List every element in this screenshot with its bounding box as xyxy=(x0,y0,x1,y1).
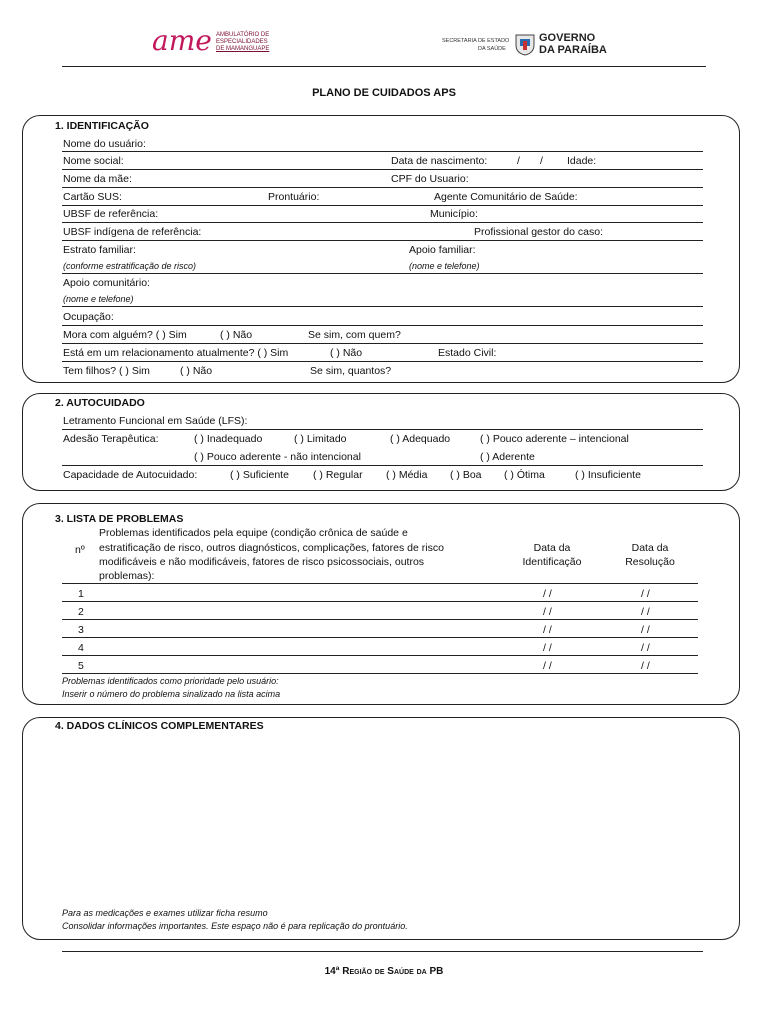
col-header-ident-1: Data da xyxy=(533,542,571,554)
sec2-title: 2. AUTOCUIDADO xyxy=(55,397,145,409)
table-row-line xyxy=(62,655,698,656)
field-estrato[interactable] xyxy=(62,273,703,274)
footer-text: 14ª Região de Saúde da PB xyxy=(324,966,444,977)
field-nome-mae[interactable] xyxy=(62,187,703,188)
label-ocupacao: Ocupação: xyxy=(63,311,114,323)
label-filhos-nao[interactable]: ( ) Não xyxy=(180,365,213,377)
option-regular[interactable]: ( ) Regular xyxy=(313,469,363,481)
label-letramento: Letramento Funcional em Saúde (LFS): xyxy=(63,415,248,427)
option-limitado[interactable]: ( ) Limitado xyxy=(294,433,347,445)
label-estrato: Estrato familiar: xyxy=(63,244,136,256)
table-row-number: 5 xyxy=(78,660,84,672)
label-profissional-gestor: Profissional gestor do caso: xyxy=(474,226,603,238)
note-prioridade: Problemas identificados como prioridade pelo usuário: xyxy=(62,676,279,686)
table-row-date-ident[interactable]: / / xyxy=(543,624,552,636)
col-header-desc-3: modificáveis e não modificáveis, fatores de risco psicossociais, outros xyxy=(99,556,425,568)
header-divider xyxy=(62,66,706,67)
label-relacionamento-sim[interactable]: Está em um relacionamento atualmente? ( ) Sim xyxy=(63,347,289,359)
note-apoio-comunitario: (nome e telefone) xyxy=(63,294,134,304)
col-header-resol-2: Resolução xyxy=(625,556,675,568)
dados-clinicos-area[interactable] xyxy=(40,740,720,900)
governo-big1: GOVERNO xyxy=(539,32,596,44)
coat-of-arms-icon xyxy=(514,32,536,56)
label-mora-nao[interactable]: ( ) Não xyxy=(220,329,253,341)
label-cartao-sus: Cartão SUS: xyxy=(63,191,122,203)
table-row-date-ident[interactable]: / / xyxy=(543,588,552,600)
field-adesao[interactable] xyxy=(62,465,703,466)
col-header-desc-1: Problemas identificados pela equipe (condição crônica de saúde e xyxy=(99,527,408,539)
ame-logo-line3: DE MAMANGUAPE xyxy=(216,46,270,52)
field-ubsf[interactable] xyxy=(62,222,703,223)
label-municipio: Município: xyxy=(430,208,478,220)
field-mora[interactable] xyxy=(62,343,703,344)
option-media[interactable]: ( ) Média xyxy=(386,469,428,481)
label-filhos-sim[interactable]: Tem filhos? ( ) Sim xyxy=(63,365,150,377)
note-consolidar: Consolidar informações importantes. Este espaço não é para replicação do prontuário. xyxy=(62,921,408,931)
table-row-date-resol[interactable]: / / xyxy=(641,660,650,672)
governo-big2: DA PARAÍBA xyxy=(539,44,607,56)
field-nome-social[interactable] xyxy=(62,169,703,170)
option-adequado[interactable]: ( ) Adequado xyxy=(390,433,451,445)
label-estado-civil: Estado Civil: xyxy=(438,347,497,359)
table-header-line xyxy=(62,583,698,584)
governo-small2: DA SAÚDE xyxy=(478,46,506,52)
label-nome-mae: Nome da mãe: xyxy=(63,173,132,185)
table-row-number: 3 xyxy=(78,624,84,636)
governo-small1: SECRETARIA DE ESTADO xyxy=(442,38,510,44)
table-row-number: 4 xyxy=(78,642,84,654)
footer-divider xyxy=(62,951,703,952)
field-ocupacao[interactable] xyxy=(62,325,703,326)
sec4-title: 4. DADOS CLÍNICOS COMPLEMENTARES xyxy=(55,720,264,732)
field-nome-usuario[interactable] xyxy=(62,151,703,152)
ame-logo-text: ame xyxy=(152,24,212,57)
label-prontuario: Prontuário: xyxy=(268,191,320,203)
data-slash-2: / xyxy=(540,155,543,167)
option-suficiente[interactable]: ( ) Suficiente xyxy=(230,469,289,481)
governo-logo xyxy=(442,30,607,60)
note-estrato: (conforme estratificação de risco) xyxy=(63,261,197,271)
label-idade: Idade: xyxy=(567,155,597,167)
sec3-title: 3. LISTA DE PROBLEMAS xyxy=(55,513,184,525)
field-relacionamento[interactable] xyxy=(62,361,703,362)
note-inserir-numero: Inserir o número do problema sinalizado na lista acima xyxy=(62,689,281,699)
col-header-ident-2: Identificação xyxy=(522,556,582,568)
col-header-desc-4: problemas): xyxy=(99,570,155,582)
table-row-line xyxy=(62,637,698,638)
label-cpf: CPF do Usuario: xyxy=(391,173,469,185)
label-relacionamento-nao[interactable]: ( ) Não xyxy=(330,347,363,359)
col-header-desc-2: estratificação de risco, outros diagnósticos, complicações, fatores de risco xyxy=(99,542,444,554)
label-capacidade: Capacidade de Autocuidado: xyxy=(63,469,198,481)
label-mora-quem: Se sim, com quem? xyxy=(308,329,401,341)
table-row-line xyxy=(62,619,698,620)
ame-logo xyxy=(152,24,282,60)
field-apoio-comunitario[interactable] xyxy=(62,306,703,307)
table-row-date-ident[interactable]: / / xyxy=(543,660,552,672)
label-filhos-quantos: Se sim, quantos? xyxy=(310,365,392,377)
label-data-nascimento: Data de nascimento: xyxy=(391,155,488,167)
option-boa[interactable]: ( ) Boa xyxy=(450,469,482,481)
table-row-date-ident[interactable]: / / xyxy=(543,642,552,654)
field-cartao-sus[interactable] xyxy=(62,205,703,206)
option-inadequado[interactable]: ( ) Inadequado xyxy=(194,433,263,445)
table-row-date-resol[interactable]: / / xyxy=(641,624,650,636)
data-slash-1: / xyxy=(517,155,520,167)
label-nome-social: Nome social: xyxy=(63,155,124,167)
page-title: PLANO DE CUIDADOS APS xyxy=(312,87,456,99)
note-medicacoes: Para as medicações e exames utilizar ficha resumo xyxy=(62,908,268,918)
option-pouco-intencional[interactable]: ( ) Pouco aderente – intencional xyxy=(480,433,629,445)
label-agente: Agente Comunitário de Saúde: xyxy=(434,191,578,203)
table-row-date-resol[interactable]: / / xyxy=(641,642,650,654)
table-row-date-resol[interactable]: / / xyxy=(641,588,650,600)
field-ubsf-indigena[interactable] xyxy=(62,240,703,241)
table-row-date-ident[interactable]: / / xyxy=(543,606,552,618)
ame-logo-line2: ESPECIALIDADES xyxy=(216,39,268,45)
label-nome-usuario: Nome do usuário: xyxy=(63,138,146,150)
table-row-date-resol[interactable]: / / xyxy=(641,606,650,618)
label-ubsf-indigena: UBSF indígena de referência: xyxy=(63,226,202,238)
label-apoio-comunitario: Apoio comunitário: xyxy=(63,277,150,289)
label-apoio-familiar: Apoio familiar: xyxy=(409,244,476,256)
table-row-line xyxy=(62,673,698,674)
col-header-resol-1: Data da xyxy=(631,542,669,554)
table-row-line xyxy=(62,601,698,602)
sec1-title: 1. IDENTIFICAÇÃO xyxy=(55,120,149,132)
note-apoio-familiar: (nome e telefone) xyxy=(409,261,480,271)
option-insuficiente[interactable]: ( ) Insuficiente xyxy=(575,469,641,481)
option-aderente[interactable]: ( ) Aderente xyxy=(480,451,535,463)
table-row-number: 2 xyxy=(78,606,84,618)
table-row-number: 1 xyxy=(78,588,84,600)
option-otima[interactable]: ( ) Ótima xyxy=(504,469,545,481)
option-pouco-nao-intencional[interactable]: ( ) Pouco aderente - não intencional xyxy=(194,451,361,463)
ame-logo-line1: AMBULATÓRIO DE xyxy=(216,32,270,38)
col-header-numero: nº xyxy=(75,544,85,556)
label-adesao: Adesão Terapêutica: xyxy=(63,433,159,445)
label-mora-sim[interactable]: Mora com alguém? ( ) Sim xyxy=(63,329,187,341)
label-ubsf: UBSF de referência: xyxy=(63,208,159,220)
field-letramento[interactable] xyxy=(62,429,703,430)
